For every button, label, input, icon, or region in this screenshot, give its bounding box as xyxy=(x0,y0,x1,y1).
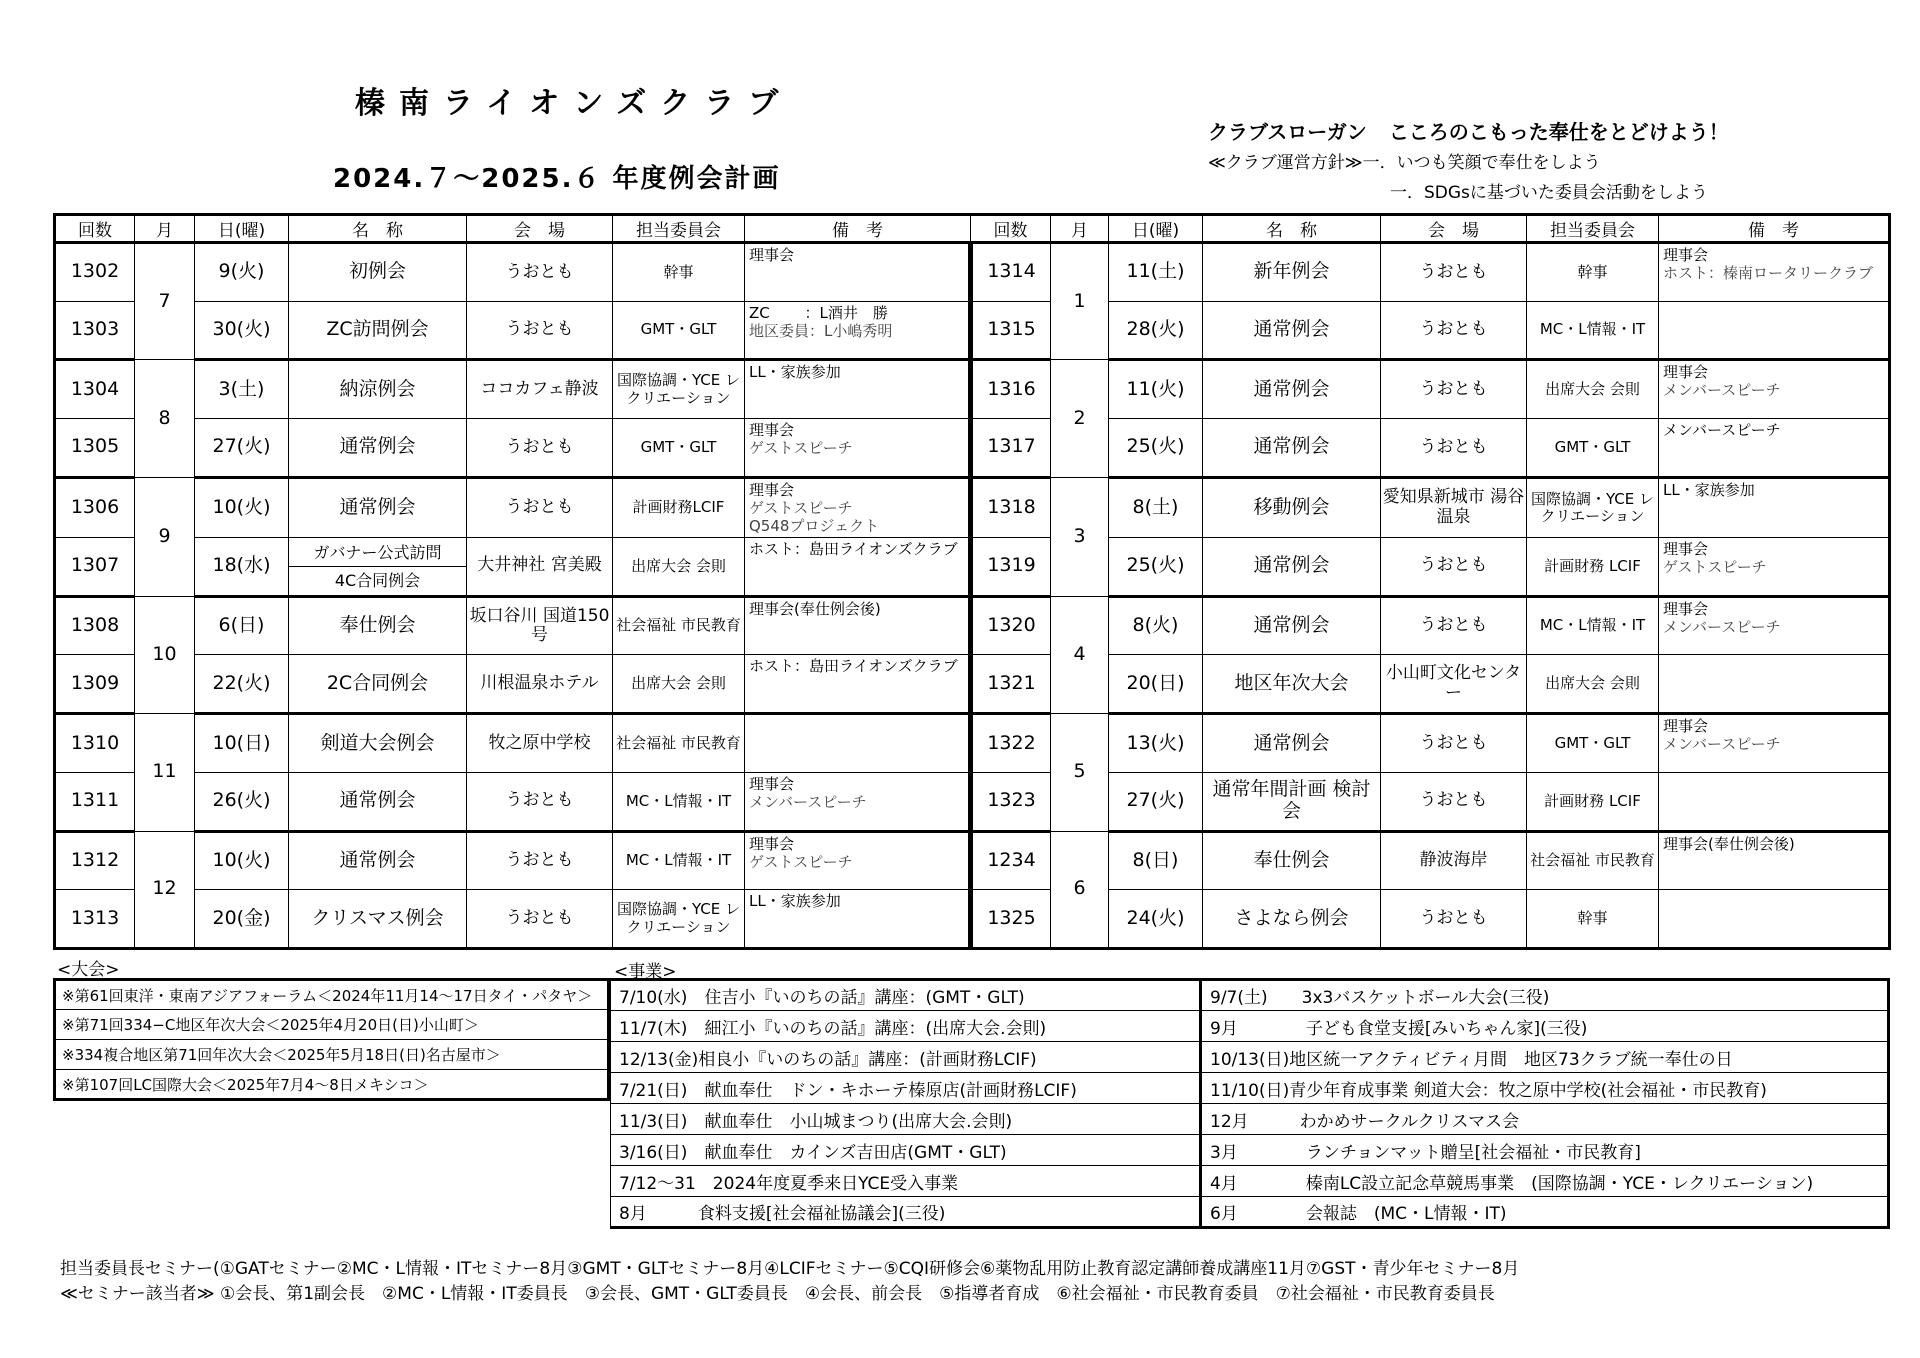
note-cell xyxy=(745,772,971,831)
meeting-name: 納涼例会 xyxy=(289,360,467,419)
note-cell xyxy=(1659,477,1890,537)
note-cell xyxy=(745,419,971,478)
col-no: 回数 xyxy=(55,215,135,243)
meeting-name: クリスマス例会 xyxy=(289,890,467,949)
committee-cell: GMT・GLT xyxy=(613,419,745,478)
committee-cell: 国際協調・YCE レクリエーション xyxy=(613,890,745,949)
note-line: 理事会 xyxy=(749,834,795,853)
venue-cell: うおとも xyxy=(1381,596,1527,655)
jigyo-row xyxy=(611,1011,1889,1042)
meeting-number: 1303 xyxy=(55,301,135,360)
venue-cell: うおとも xyxy=(467,890,613,949)
note-cell xyxy=(1659,419,1890,478)
taikai-item: ※334複合地区第71回年次大会＜2025年5月18日(日)名古屋市＞ xyxy=(55,1040,609,1070)
venue-cell: うおとも xyxy=(1381,419,1527,478)
schedule-row xyxy=(55,243,1890,302)
meeting-name: 通常例会 xyxy=(1203,537,1381,596)
note-line: ゲストスピーチ xyxy=(749,498,853,517)
note-cell xyxy=(745,655,971,714)
meeting-number: 1312 xyxy=(55,831,135,890)
note-line: メンバースピーチ xyxy=(1663,735,1781,754)
meeting-number: 1311 xyxy=(55,772,135,831)
committee-cell: 国際協調・YCE レクリエーション xyxy=(1527,477,1659,537)
note-cell xyxy=(1659,831,1890,890)
schedule-row xyxy=(55,714,1890,773)
note-cell xyxy=(745,243,971,302)
venue-cell: うおとも xyxy=(467,419,613,478)
day-cell: 6(日) xyxy=(195,596,289,655)
note-cell xyxy=(1659,714,1890,773)
note-line: 理事会 xyxy=(1663,246,1709,264)
seminar-line: 担当委員長セミナー(①GATセミナー②MC・L情報・ITセミナー8月③GMT・GLTセミナー8月④LCIFセミナー⑤CQI研修会⑥薬物乱用防止教育認定講師養成講座11月⑦GST・青少年セミナー8月 xyxy=(60,1259,1520,1279)
jigyo-item: 9/7(土) 3x3バスケットボール大会(三役) xyxy=(1201,980,1889,1011)
schedule-row xyxy=(55,831,1890,890)
meeting-name-line-2: 4C合同例会 xyxy=(334,570,421,590)
jigyo-item: 3月 ランチョンマット贈呈[社会福祉・市民教育] xyxy=(1201,1135,1889,1166)
col-venue: 会 場 xyxy=(467,215,613,243)
note-line: 理事会 xyxy=(1663,599,1709,618)
note-cell xyxy=(1659,596,1890,655)
schedule-row xyxy=(55,419,1890,478)
day-cell: 20(金) xyxy=(195,890,289,949)
jigyo-row xyxy=(611,1166,1889,1197)
note-cell xyxy=(1659,360,1890,419)
meeting-name: 通常年間計画 検討会 xyxy=(1203,772,1381,831)
committee-cell: 幹事 xyxy=(1527,243,1659,302)
venue-cell: うおとも xyxy=(1381,772,1527,831)
day-cell: 11(火) xyxy=(1109,360,1203,419)
committee-cell: MC・L情報・IT xyxy=(613,831,745,890)
jigyo-item: 12月 わかめサークルクリスマス会 xyxy=(1201,1104,1889,1135)
policy-line-1: ≪クラブ運営方針≫一．いつも笑顔で奉仕をしよう xyxy=(1208,153,1601,173)
meeting-number: 1322 xyxy=(971,714,1051,773)
schedule-row xyxy=(55,596,1890,655)
jigyo-row xyxy=(611,1042,1889,1073)
meeting-name: 通常例会 xyxy=(289,477,467,537)
jigyo-row xyxy=(611,1104,1889,1135)
meeting-name: 剣道大会例会 xyxy=(289,714,467,773)
note-line: メンバースピーチ xyxy=(1663,421,1781,440)
note-cell xyxy=(1659,243,1890,302)
venue-cell: ココカフェ静波 xyxy=(467,360,613,419)
note-line: 理事会 xyxy=(1663,717,1709,736)
committee-cell: MC・L情報・IT xyxy=(613,772,745,831)
month-cell: 2 xyxy=(1051,360,1109,477)
col-day: 日(曜) xyxy=(1109,215,1203,243)
note-line: メンバースピーチ xyxy=(1663,381,1781,400)
venue-cell: 大井神社 宮美殿 xyxy=(467,537,613,596)
jigyo-table xyxy=(610,978,1890,1229)
venue-cell: うおとも xyxy=(1381,714,1527,773)
note-cell xyxy=(745,714,971,773)
meeting-name: 通常例会 xyxy=(1203,596,1381,655)
venue-cell: うおとも xyxy=(467,301,613,360)
committee-cell: 出席大会 会則 xyxy=(1527,655,1659,714)
venue-cell: うおとも xyxy=(1381,243,1527,302)
meeting-number: 1320 xyxy=(971,596,1051,655)
venue-cell: 愛知県新城市 湯谷温泉 xyxy=(1381,477,1527,537)
month-cell: 5 xyxy=(1051,714,1109,831)
meeting-number: 1310 xyxy=(55,714,135,773)
meeting-number: 1318 xyxy=(971,477,1051,537)
meeting-number: 1304 xyxy=(55,360,135,419)
day-cell: 8(火) xyxy=(1109,596,1203,655)
venue-cell: 小山町文化センター xyxy=(1381,655,1527,714)
meeting-number: 1302 xyxy=(55,243,135,302)
note-cell xyxy=(745,537,971,596)
month-cell: 11 xyxy=(135,714,195,831)
meeting-name-line-1: ガバナー公式訪問 xyxy=(289,538,466,567)
note-line: LL・家族参加 xyxy=(749,363,841,382)
note-line: ゲストスピーチ xyxy=(1663,557,1767,576)
meeting-name: 奉仕例会 xyxy=(1203,831,1381,890)
venue-cell: 坂口谷川 国道150号 xyxy=(467,596,613,655)
meeting-number: 1325 xyxy=(971,890,1051,949)
meeting-number: 1315 xyxy=(971,301,1051,360)
note-line: LL・家族参加 xyxy=(749,892,841,911)
meeting-name: 通常例会 xyxy=(1203,360,1381,419)
meeting-number: 1306 xyxy=(55,477,135,537)
day-cell: 10(日) xyxy=(195,714,289,773)
note-line: 理事会 xyxy=(749,774,795,793)
venue-cell: うおとも xyxy=(467,243,613,302)
col-month: 月 xyxy=(135,215,195,243)
note-cell xyxy=(1659,537,1890,596)
slogan-text: こころのこもった奉仕をとどけよう！ xyxy=(1388,120,1729,144)
committee-cell: GMT・GLT xyxy=(613,301,745,360)
meeting-number: 1319 xyxy=(971,537,1051,596)
note-line: Q548プロジェクト xyxy=(749,516,880,535)
note-cell xyxy=(745,477,971,537)
col-no: 回数 xyxy=(971,215,1051,243)
note-line: LL・家族参加 xyxy=(1663,480,1755,499)
committee-cell: 社会福祉 市民教育 xyxy=(613,596,745,655)
meeting-number: 1307 xyxy=(55,537,135,596)
committee-cell: 出席大会 会則 xyxy=(1527,360,1659,419)
jigyo-item: 4月 榛南LC設立記念草競馬事業 (国際協調・YCE・レクリエーション) xyxy=(1201,1166,1889,1197)
slogan-label: クラブスローガン xyxy=(1208,120,1367,144)
note-cell xyxy=(745,831,971,890)
meeting-number: 1313 xyxy=(55,890,135,949)
note-line: 理事会 xyxy=(1663,363,1709,382)
day-cell: 3(土) xyxy=(195,360,289,419)
committee-cell: 出席大会 会則 xyxy=(613,537,745,596)
committee-cell: 計画財務LCIF xyxy=(613,477,745,537)
month-cell: 3 xyxy=(1051,477,1109,596)
meeting-number: 1321 xyxy=(971,655,1051,714)
meeting-number: 1314 xyxy=(971,243,1051,302)
venue-cell: うおとも xyxy=(467,772,613,831)
jigyo-item: 11/10(日)青少年育成事業 剣道大会：牧之原中学校(社会福祉・市民教育) xyxy=(1201,1073,1889,1104)
note-cell xyxy=(745,301,971,360)
meeting-number: 1234 xyxy=(971,831,1051,890)
note-line: 理事会 xyxy=(1663,539,1709,558)
meeting-name xyxy=(289,537,467,596)
meeting-number: 1317 xyxy=(971,419,1051,478)
day-cell: 24(火) xyxy=(1109,890,1203,949)
committee-cell: 計画財務 LCIF xyxy=(1527,772,1659,831)
jigyo-item: 6月 会報誌 (MC・L情報・IT) xyxy=(1201,1197,1889,1228)
taikai-row xyxy=(55,1070,609,1100)
day-cell: 26(火) xyxy=(195,772,289,831)
committee-cell: MC・L情報・IT xyxy=(1527,301,1659,360)
schedule-row xyxy=(55,772,1890,831)
venue-cell: うおとも xyxy=(1381,360,1527,419)
taikai-row xyxy=(55,980,609,1010)
jigyo-row xyxy=(611,1073,1889,1104)
venue-cell: 静波海岸 xyxy=(1381,831,1527,890)
note-line: メンバースピーチ xyxy=(749,792,867,811)
jigyo-item: 11/3(日) 献血奉仕 小山城まつり(出席大会.会則) xyxy=(611,1104,1201,1135)
month-cell: 12 xyxy=(135,831,195,948)
note-line: ホスト：島田ライオンズクラブ xyxy=(749,657,958,676)
col-day: 日(曜) xyxy=(195,215,289,243)
schedule-row xyxy=(55,655,1890,714)
taikai-item: ※第107回LC国際大会＜2025年7月4～8日メキシコ＞ xyxy=(55,1070,609,1100)
seminar-target-line: ≪セミナー該当者≫ ①会長、第1副会長 ②MC・L情報・IT委員長 ③会長、GMT・GLT委員長 ④会長、前会長 ⑤指導者育成 ⑥社会福祉・市民教育委員 ⑦社会福祉・市民教育委員長 xyxy=(60,1284,1495,1304)
jigyo-item: 11/7(木) 細江小『いのちの話』講座：(出席大会.会則) xyxy=(611,1011,1201,1042)
taikai-item: ※第71回334−C地区年次大会＜2025年4月20日(日)小山町＞ xyxy=(55,1010,609,1040)
committee-cell: MC・L情報・IT xyxy=(1527,596,1659,655)
month-cell: 4 xyxy=(1051,596,1109,713)
note-line: メンバースピーチ xyxy=(1663,617,1781,636)
taikai-label: <大会> xyxy=(57,960,120,980)
meeting-number: 1316 xyxy=(971,360,1051,419)
committee-cell: 出席大会 会則 xyxy=(613,655,745,714)
meeting-name: ZC訪問例会 xyxy=(289,301,467,360)
day-cell: 27(火) xyxy=(1109,772,1203,831)
page-subtitle: 2024.７～2025.６ 年度例会計画 xyxy=(333,164,781,194)
page-title: 榛南ライオンズクラブ xyxy=(355,86,793,121)
taikai-table xyxy=(53,978,610,1101)
committee-cell: GMT・GLT xyxy=(1527,714,1659,773)
schedule-header-row xyxy=(55,215,1890,243)
note-cell xyxy=(1659,772,1890,831)
note-line: 地区委員：L小嶋秀明 xyxy=(749,321,893,340)
committee-cell: 計画財務 LCIF xyxy=(1527,537,1659,596)
note-line: 理事会(奉仕例会後) xyxy=(749,599,881,618)
meeting-name: 通常例会 xyxy=(289,419,467,478)
col-note: 備 考 xyxy=(1659,215,1890,243)
policy-line-2: 一．SDGsに基づいた委員会活動をしよう xyxy=(1390,183,1708,203)
jigyo-item: 10/13(日)地区統一アクティビティ月間 地区73クラブ統一奉仕の日 xyxy=(1201,1042,1889,1073)
meeting-name: 通常例会 xyxy=(1203,419,1381,478)
schedule-row xyxy=(55,477,1890,537)
note-line: 理事会 xyxy=(749,246,795,264)
note-cell xyxy=(745,596,971,655)
jigyo-item: 3/16(日) 献血奉仕 カインズ吉田店(GMT・GLT) xyxy=(611,1135,1201,1166)
meeting-number: 1305 xyxy=(55,419,135,478)
col-venue: 会 場 xyxy=(1381,215,1527,243)
jigyo-label: <事業> xyxy=(614,962,677,982)
taikai-row xyxy=(55,1010,609,1040)
jigyo-item: 8月 食料支援[社会福祉協議会](三役) xyxy=(611,1197,1201,1228)
note-cell xyxy=(745,360,971,419)
month-cell: 8 xyxy=(135,360,195,477)
venue-cell: 牧之原中学校 xyxy=(467,714,613,773)
day-cell: 28(火) xyxy=(1109,301,1203,360)
venue-cell: うおとも xyxy=(1381,537,1527,596)
note-cell xyxy=(1659,890,1890,949)
day-cell: 11(土) xyxy=(1109,243,1203,302)
month-cell: 10 xyxy=(135,596,195,713)
day-cell: 30(火) xyxy=(195,301,289,360)
col-name: 名 称 xyxy=(289,215,467,243)
committee-cell: GMT・GLT xyxy=(1527,419,1659,478)
day-cell: 8(日) xyxy=(1109,831,1203,890)
jigyo-row xyxy=(611,980,1889,1011)
day-cell: 20(日) xyxy=(1109,655,1203,714)
schedule-row xyxy=(55,890,1890,949)
day-cell: 13(火) xyxy=(1109,714,1203,773)
note-line: 理事会 xyxy=(749,480,795,499)
note-cell xyxy=(1659,655,1890,714)
meeting-number: 1323 xyxy=(971,772,1051,831)
jigyo-row xyxy=(611,1197,1889,1228)
meeting-name: 奉仕例会 xyxy=(289,596,467,655)
club-slogan xyxy=(1208,116,1729,145)
meeting-number: 1309 xyxy=(55,655,135,714)
taikai-item: ※第61回東洋・東南アジアフォーラム＜2024年11月14～17日タイ・パタヤ＞ xyxy=(55,980,609,1010)
day-cell: 10(火) xyxy=(195,477,289,537)
venue-cell: うおとも xyxy=(1381,301,1527,360)
meeting-name: 通常例会 xyxy=(1203,714,1381,773)
schedule-row xyxy=(55,301,1890,360)
meeting-name: 移動例会 xyxy=(1203,477,1381,537)
meeting-name: 通常例会 xyxy=(1203,301,1381,360)
month-cell: 1 xyxy=(1051,243,1109,360)
venue-cell: うおとも xyxy=(1381,890,1527,949)
col-name: 名 称 xyxy=(1203,215,1381,243)
schedule-row xyxy=(55,537,1890,596)
month-cell: 7 xyxy=(135,243,195,360)
meeting-name: 地区年次大会 xyxy=(1203,655,1381,714)
note-line: ホスト：榛南ロータリークラブ xyxy=(1663,264,1874,282)
day-cell: 25(火) xyxy=(1109,537,1203,596)
meeting-name: 通常例会 xyxy=(289,772,467,831)
jigyo-item: 12/13(金)相良小『いのちの話』講座：(計画財務LCIF) xyxy=(611,1042,1201,1073)
meeting-name: 新年例会 xyxy=(1203,243,1381,302)
meeting-name: さよなら例会 xyxy=(1203,890,1381,949)
note-cell xyxy=(1659,301,1890,360)
committee-cell: 社会福祉 市民教育 xyxy=(613,714,745,773)
schedule-table xyxy=(53,213,1891,950)
col-month: 月 xyxy=(1051,215,1109,243)
month-cell: 6 xyxy=(1051,831,1109,948)
col-committee: 担当委員会 xyxy=(613,215,745,243)
day-cell: 25(火) xyxy=(1109,419,1203,478)
note-cell xyxy=(745,890,971,949)
jigyo-row xyxy=(611,1135,1889,1166)
note-line: ZC ：L酒井 勝 xyxy=(749,303,888,322)
day-cell: 22(火) xyxy=(195,655,289,714)
committee-cell: 国際協調・YCE レクリエーション xyxy=(613,360,745,419)
meeting-name: 初例会 xyxy=(289,243,467,302)
schedule-row xyxy=(55,360,1890,419)
venue-cell: 川根温泉ホテル xyxy=(467,655,613,714)
note-line: ゲストスピーチ xyxy=(749,439,853,458)
month-cell: 9 xyxy=(135,477,195,596)
note-line: ゲストスピーチ xyxy=(749,852,853,871)
note-line: 理事会 xyxy=(749,421,795,440)
meeting-name: 通常例会 xyxy=(289,831,467,890)
day-cell: 10(火) xyxy=(195,831,289,890)
meeting-number: 1308 xyxy=(55,596,135,655)
col-committee: 担当委員会 xyxy=(1527,215,1659,243)
venue-cell: うおとも xyxy=(467,477,613,537)
committee-cell: 社会福祉 市民教育 xyxy=(1527,831,1659,890)
committee-cell: 幹事 xyxy=(613,243,745,302)
col-note: 備 考 xyxy=(745,215,971,243)
jigyo-item: 9月 子ども食堂支援[みいちゃん家](三役) xyxy=(1201,1011,1889,1042)
venue-cell: うおとも xyxy=(467,831,613,890)
day-cell: 8(土) xyxy=(1109,477,1203,537)
jigyo-item: 7/21(日) 献血奉仕 ドン・キホーテ榛原店(計画財務LCIF) xyxy=(611,1073,1201,1104)
committee-cell: 幹事 xyxy=(1527,890,1659,949)
taikai-row xyxy=(55,1040,609,1070)
meeting-name: 2C合同例会 xyxy=(289,655,467,714)
note-line: ホスト：島田ライオンズクラブ xyxy=(749,539,958,558)
jigyo-item: 7/12～31 2024年度夏季来日YCE受入事業 xyxy=(611,1166,1201,1197)
day-cell: 27(火) xyxy=(195,419,289,478)
day-cell: 9(火) xyxy=(195,243,289,302)
note-line: 理事会(奉仕例会後) xyxy=(1663,834,1795,853)
day-cell: 18(水) xyxy=(195,537,289,596)
jigyo-item: 7/10(水) 住吉小『いのちの話』講座：(GMT・GLT) xyxy=(611,980,1201,1011)
